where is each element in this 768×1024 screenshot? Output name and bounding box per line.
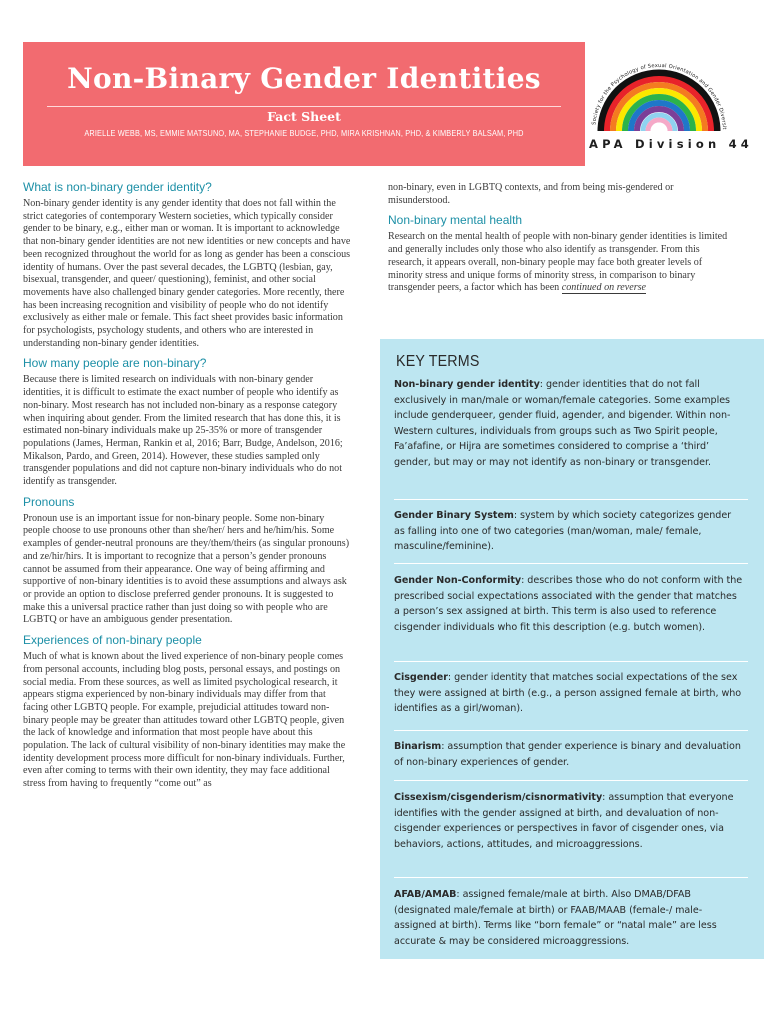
key-term-name: Gender Non-Conformity — [394, 575, 522, 586]
key-term-name: Non-binary gender identity — [394, 379, 540, 390]
key-terms-box — [380, 339, 764, 959]
section-heading: Experiences of non-binary people — [23, 633, 202, 648]
key-term-name: Cisgender — [394, 672, 448, 683]
key-term-name: AFAB/AMAB — [394, 889, 457, 900]
key-term-definition: : assumption that everyone identifies with the gender assigned at birth, and devaluation of non-cisgender experiences or perspectives in favor of cisgender ones, via behaviors, actions, attitudes, and microaggressions. — [394, 792, 734, 850]
key-term-item — [394, 887, 744, 949]
section-heading: What is non-binary gender identity? — [23, 180, 212, 194]
header-rule — [47, 106, 561, 107]
continuation-paragraph: non-binary, even in LGBTQ contexts, and from being mis-gendered or misunderstood. — [388, 182, 674, 206]
key-term-item — [394, 377, 744, 471]
svg-text:Society for the Psychology of: Society for the Psychology of Sexual Orientation and Gender Diversit — [591, 62, 727, 130]
left-column — [23, 180, 353, 797]
author-list: ARIELLE WEBB, MS, EMMIE MATSUNO, MA, STEPHANIE BUDGE, PHD, MIRA KRISHNAN, PHD, & KIMBERLY BALSAM, PHD — [84, 128, 524, 138]
key-term-definition: : system by which society categorizes gender as falling into one of two categories (man/woman, male/ female, masculine/feminine). — [394, 510, 732, 553]
section-paragraph: Non-binary gender identity is any gender identity that does not fall within the strict categories of contemporary Western societies, which typically consider gender to be binary, e.g., either man or woman. It is important to acknowledge that non-binary gender identities are not new identities or new concepts and have been recognized throughout the world for as long as gender has been a conscious identity of humans. Over the past several decades, the LGBTQ (lesbian, gay, bisexual, transgender, and queer/ questioning), feminist, and other social movements have also challenged binary gender categories. More recently, there has been increasing recognition and visibility of people who do not identify exclusively as either male or female. This fact sheet provides basic information for psychologists, psychology students, and others who are interested in understanding non-binary gender identities. — [23, 198, 351, 349]
key-term-name: Gender Binary System — [394, 510, 514, 521]
key-term-item — [394, 790, 744, 852]
key-term-definition: : gender identities that do not fall exclusively in man/male or woman/female categories. Some examples include genderqueer, gender fluid, agender, and bigender. Within non-Western cultures, individuals from groups such as Two Spirit people, Fa’afafine, or Hijra are sometimes considered to comprise a ‘third’ gender, but may or may not identify as non-binary or transgender. — [394, 379, 731, 468]
mental-health-paragraph — [388, 231, 733, 295]
section-paragraph: Because there is limited research on individuals with non-binary gender identities, it is difficult to estimate the exact number of people who identify as non-binary. Most research has not included non-binary as a response category when inquiring about gender. From the limited research that has done this, it is estimated non-binary individuals make up 25-35% or more of transgender populations (James, Herman, Rankin et al, 2016; Barr, Budge, Andelson, 2016; Mikalson, Pardo, and Green, 2014). However, these studies sampled only transgender populations and did not capture non-binary individuals who do not identify as transgender. — [23, 374, 343, 488]
division-label: APA Division 44 — [589, 137, 753, 151]
section-experiences — [23, 633, 353, 791]
section-heading-mental-health: Non-binary mental health — [388, 213, 523, 228]
section-how-many — [23, 356, 353, 488]
section-heading: Pronouns — [23, 494, 75, 509]
key-term-definition: : gender identity that matches social expectations of the sex they were assigned at birth (e.g., a person assigned female at birth, who identifies as a girl/woman). — [394, 672, 742, 715]
continued-on-reverse-link[interactable]: continued on reverse — [561, 282, 647, 294]
key-term-item — [394, 739, 744, 770]
section-paragraph: Much of what is known about the lived experience of non-binary people comes from personal accounts, including blog posts, personal essays, and postings on social media. From these sources, as well as limited psychological research, it appears stigma experienced by non-binary individuals may differ from that facing other LGBTQ people. For example, prejudicial attitudes toward non-binary people may be greater than attitudes toward other LGBTQ people, given the lack of knowledge and information that most people have about this population. The lack of cultural visibility of non-binary identities may make the identity development process more difficult for non-binary individuals. Further, even after coming to terms with their own identity, they may face additional stress from having to frequently “come out” as — [23, 651, 346, 790]
key-terms-title: KEY TERMS — [396, 353, 480, 370]
section-what-is — [23, 180, 353, 350]
mental-health-text: Research on the mental health of people with non-binary gender identities is limited and generally includes only those who also identify as transgender. From this research, it appears overall, non-binary people may face both greater levels of minority stress and unique forms of minority stress, in comparison to binary transgender peers, a factor which has been — [388, 231, 728, 294]
key-term-divider — [394, 661, 748, 662]
key-term-divider — [394, 780, 748, 781]
header-banner — [23, 42, 585, 166]
rainbow-band-white — [653, 125, 665, 131]
page-title: Non-Binary Gender Identities — [67, 62, 541, 95]
section-paragraph: Pronoun use is an important issue for non-binary people. Some non-binary people choose to use pronouns other than she/her/ hers and he/him/his. Some examples of gender-neutral pronouns are they/them/theirs (as singular pronouns) and ze/hir/hirs. It is important to recognize that a person’s gender pronouns cannot be assumed from their appearance. One way of being affirming and supportive of non-binary identities is to avoid these assumptions and always ask or provide an option to disclose preferred gender pronouns. It is suggested to make this a universal practice rather than just doing so with people who are LGBTQ or have an ambiguous gender presentation. — [23, 512, 350, 626]
key-term-divider — [394, 563, 748, 564]
section-heading: How many people are non-binary? — [23, 356, 207, 371]
apa-division-logo — [589, 45, 757, 165]
key-term-divider — [394, 730, 748, 731]
key-term-item — [394, 573, 744, 635]
rainbow-logo-icon — [589, 45, 757, 140]
key-term-definition: : describes those who do not conform with the prescribed social expectations associated with the gender that matches a person’s sex assigned at birth. This term is also used to reference cisgender individuals who fit this description (e.g. butch women). — [394, 575, 743, 633]
page-subtitle: Fact Sheet — [267, 109, 341, 124]
key-term-item — [394, 670, 744, 717]
key-term-definition: : assumption that gender experience is binary and devaluation of non-binary experiences of gender. — [394, 741, 741, 768]
key-term-divider — [394, 877, 748, 878]
key-term-name: Cissexism/cisgenderism/cisnormativity — [394, 792, 603, 803]
key-term-item — [394, 508, 744, 555]
section-pronouns — [23, 495, 353, 627]
key-term-name: Binarism — [394, 741, 442, 752]
key-term-divider — [394, 499, 748, 500]
key-term-definition: : assigned female/male at birth. Also DMAB/DFAB (designated male/female at birth) or FAAB/MAAB (female-/ male- assigned at birth). Terms like “born female” or “natal male” are less accurate & may be considered microaggressions. — [394, 889, 717, 947]
right-column — [388, 182, 733, 301]
